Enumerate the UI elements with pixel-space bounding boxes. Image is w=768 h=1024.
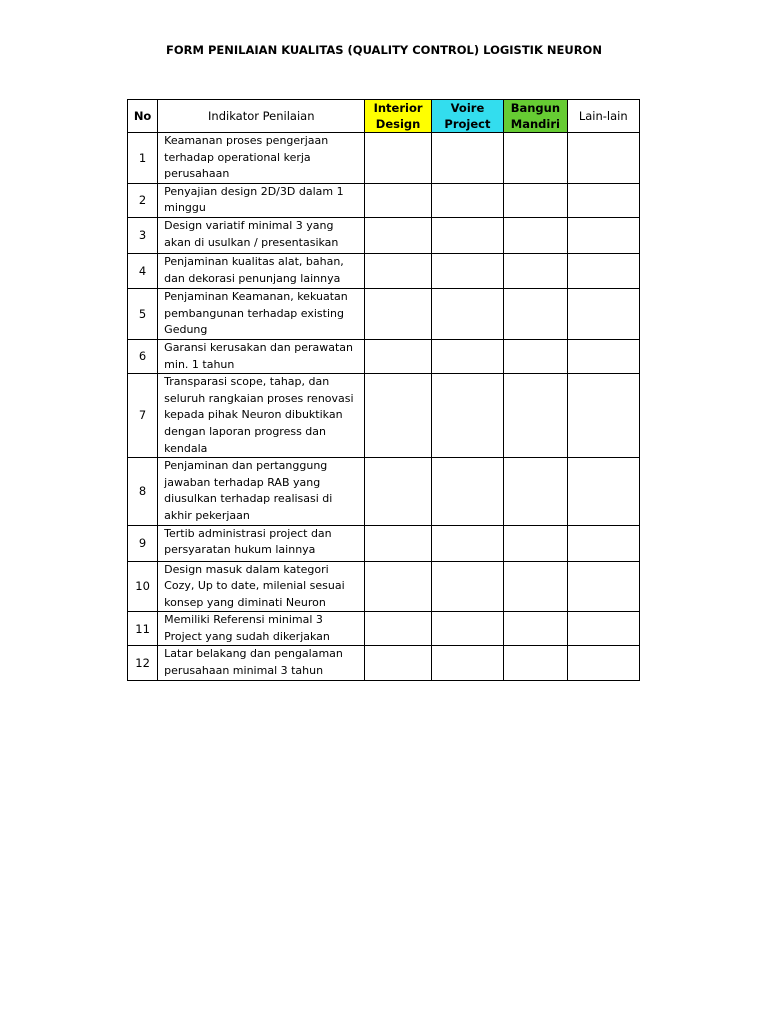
table-row	[128, 133, 640, 184]
score-cell-lain-lain[interactable]	[567, 646, 639, 681]
header-indicator: Indikator Penilaian	[158, 100, 365, 133]
table-row	[128, 612, 640, 646]
score-cell-interior-design[interactable]	[365, 183, 431, 217]
score-cell-lain-lain[interactable]	[567, 253, 639, 288]
score-cell-lain-lain[interactable]	[567, 525, 639, 561]
score-cell-lain-lain[interactable]	[567, 458, 639, 525]
row-number: 1	[128, 133, 158, 184]
score-cell-voire-project[interactable]	[431, 561, 503, 612]
score-cell-interior-design[interactable]	[365, 646, 431, 681]
score-cell-voire-project[interactable]	[431, 183, 503, 217]
score-cell-voire-project[interactable]	[431, 374, 503, 458]
row-number: 2	[128, 183, 158, 217]
score-cell-bangun-mandiri[interactable]	[504, 339, 567, 373]
score-cell-interior-design[interactable]	[365, 458, 431, 525]
score-cell-lain-lain[interactable]	[567, 217, 639, 253]
header-bangun-mandiri: Bangun Mandiri	[504, 100, 567, 133]
score-cell-bangun-mandiri[interactable]	[504, 374, 567, 458]
header-no: No	[128, 100, 158, 133]
score-cell-interior-design[interactable]	[365, 288, 431, 339]
score-cell-interior-design[interactable]	[365, 525, 431, 561]
table-row	[128, 288, 640, 339]
row-indicator: Tertib administrasi project dan persyaratan hukum lainnya	[158, 525, 365, 561]
row-indicator: Design masuk dalam kategori Cozy, Up to date, milenial sesuai konsep yang diminati Neuron	[158, 561, 365, 612]
score-cell-bangun-mandiri[interactable]	[504, 288, 567, 339]
row-number: 8	[128, 458, 158, 525]
row-indicator: Penjaminan kualitas alat, bahan, dan dekorasi penunjang lainnya	[158, 253, 365, 288]
table-row	[128, 374, 640, 458]
score-cell-lain-lain[interactable]	[567, 561, 639, 612]
score-cell-bangun-mandiri[interactable]	[504, 217, 567, 253]
row-number: 7	[128, 374, 158, 458]
header-interior-design: Interior Design	[365, 100, 431, 133]
score-cell-bangun-mandiri[interactable]	[504, 458, 567, 525]
score-cell-voire-project[interactable]	[431, 646, 503, 681]
row-indicator: Latar belakang dan pengalaman perusahaan minimal 3 tahun	[158, 646, 365, 681]
table-row	[128, 646, 640, 681]
score-cell-bangun-mandiri[interactable]	[504, 253, 567, 288]
row-number: 4	[128, 253, 158, 288]
table-row	[128, 253, 640, 288]
score-cell-voire-project[interactable]	[431, 133, 503, 184]
table-row	[128, 217, 640, 253]
row-indicator: Design variatif minimal 3 yang akan di usulkan / presentasikan	[158, 217, 365, 253]
score-cell-lain-lain[interactable]	[567, 612, 639, 646]
score-cell-voire-project[interactable]	[431, 525, 503, 561]
table-body	[128, 133, 640, 681]
score-cell-voire-project[interactable]	[431, 458, 503, 525]
score-cell-lain-lain[interactable]	[567, 288, 639, 339]
row-number: 11	[128, 612, 158, 646]
table-row	[128, 525, 640, 561]
score-cell-interior-design[interactable]	[365, 374, 431, 458]
score-cell-interior-design[interactable]	[365, 339, 431, 373]
score-cell-voire-project[interactable]	[431, 339, 503, 373]
score-cell-interior-design[interactable]	[365, 217, 431, 253]
row-number: 3	[128, 217, 158, 253]
score-cell-voire-project[interactable]	[431, 217, 503, 253]
score-cell-bangun-mandiri[interactable]	[504, 612, 567, 646]
row-number: 5	[128, 288, 158, 339]
score-cell-voire-project[interactable]	[431, 288, 503, 339]
score-cell-lain-lain[interactable]	[567, 374, 639, 458]
table-header-row	[128, 100, 640, 133]
score-cell-lain-lain[interactable]	[567, 339, 639, 373]
table-row	[128, 561, 640, 612]
row-number: 6	[128, 339, 158, 373]
score-cell-bangun-mandiri[interactable]	[504, 525, 567, 561]
table-row	[128, 458, 640, 525]
score-cell-bangun-mandiri[interactable]	[504, 133, 567, 184]
quality-control-table	[127, 99, 640, 681]
score-cell-bangun-mandiri[interactable]	[504, 646, 567, 681]
table-row	[128, 339, 640, 373]
row-indicator: Penjaminan Keamanan, kekuatan pembangunan terhadap existing Gedung	[158, 288, 365, 339]
row-indicator: Garansi kerusakan dan perawatan min. 1 tahun	[158, 339, 365, 373]
score-cell-bangun-mandiri[interactable]	[504, 561, 567, 612]
row-indicator: Keamanan proses pengerjaan terhadap operational kerja perusahaan	[158, 133, 365, 184]
row-indicator: Penjaminan dan pertanggung jawaban terhadap RAB yang diusulkan terhadap realisasi di akhir pekerjaan	[158, 458, 365, 525]
header-lain-lain: Lain-lain	[567, 100, 639, 133]
form-title: FORM PENILAIAN KUALITAS (QUALITY CONTROL) LOGISTIK NEURON	[166, 43, 602, 57]
header-voire-project: Voire Project	[431, 100, 503, 133]
score-cell-voire-project[interactable]	[431, 612, 503, 646]
score-cell-interior-design[interactable]	[365, 133, 431, 184]
row-number: 12	[128, 646, 158, 681]
row-number: 9	[128, 525, 158, 561]
row-indicator: Memiliki Referensi minimal 3 Project yang sudah dikerjakan	[158, 612, 365, 646]
score-cell-interior-design[interactable]	[365, 612, 431, 646]
score-cell-voire-project[interactable]	[431, 253, 503, 288]
score-cell-bangun-mandiri[interactable]	[504, 183, 567, 217]
score-cell-lain-lain[interactable]	[567, 183, 639, 217]
row-number: 10	[128, 561, 158, 612]
table-row	[128, 183, 640, 217]
row-indicator: Transparasi scope, tahap, dan seluruh rangkaian proses renovasi kepada pihak Neuron dibuktikan dengan laporan progress dan kendala	[158, 374, 365, 458]
score-cell-interior-design[interactable]	[365, 561, 431, 612]
score-cell-lain-lain[interactable]	[567, 133, 639, 184]
row-indicator: Penyajian design 2D/3D dalam 1 minggu	[158, 183, 365, 217]
score-cell-interior-design[interactable]	[365, 253, 431, 288]
